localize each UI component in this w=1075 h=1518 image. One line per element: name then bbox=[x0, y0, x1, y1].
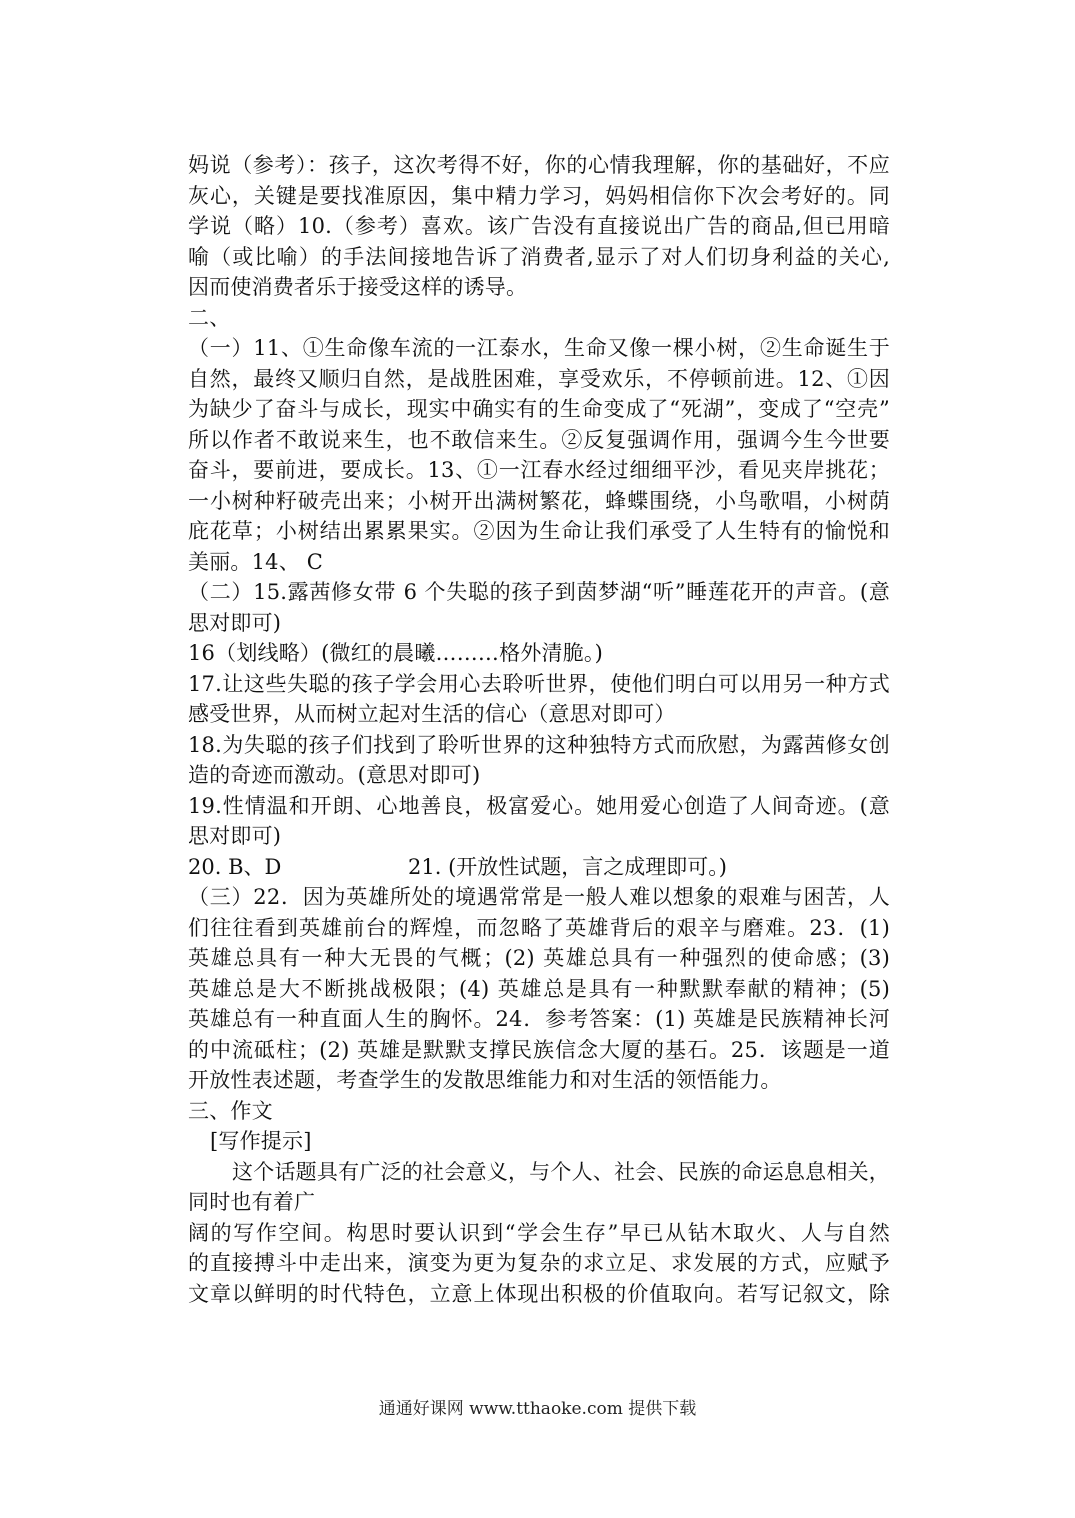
text-line: 灰心，关键是要找准原因，集中精力学习，妈妈相信你下次会考好的。同 bbox=[188, 183, 890, 208]
text-line: 三、作文 bbox=[188, 1098, 273, 1123]
document-body bbox=[188, 150, 890, 1309]
text-line: 奋斗，要前进，要成长。13、①一江春水经过细细平沙，看见夹岸挑花； bbox=[188, 458, 890, 482]
answer-21: 21. (开放性试题，言之成理即可。) bbox=[408, 854, 727, 879]
text-line: 思对即可) bbox=[188, 824, 282, 848]
text-line: [写作提示] bbox=[210, 1129, 312, 1153]
text-line: 一小树种籽破壳出来；小树开出满树繁花，蜂蝶围绕，小鸟歌唱，小树荫 bbox=[188, 488, 890, 513]
text-line: （三）22．因为英雄所处的境遇常常是一般人难以想象的艰难与困苦，人 bbox=[188, 885, 890, 909]
text-line: 18.为失聪的孩子们找到了聆听世界的这种独特方式而欣慰，为露茜修女创 bbox=[188, 732, 890, 757]
text-line: 自然，最终又顺归自然，是战胜困难，享受欢乐，不停顿前进。12、①因 bbox=[188, 366, 890, 391]
text-line: 16（划线略）(微红的晨曦………格外清脆。) bbox=[188, 641, 604, 665]
text-line: 思对即可) bbox=[188, 610, 282, 635]
text-line: 所以作者不敢说来生，也不敢信来生。②反复强调作用，强调今生今世要 bbox=[188, 427, 890, 452]
text-line: 学说（略）10.（参考）喜欢。该广告没有直接说出广告的商品,但已用暗 bbox=[188, 214, 890, 238]
text-line: 英雄总是大不断挑战极限；(4) 英雄总是具有一种默默奉献的精神；(5) bbox=[188, 976, 890, 1001]
answer-section-2 bbox=[188, 882, 890, 1309]
text-line: 妈说（参考）：孩子，这次考得不好，你的心情我理解，你的基础好，不应 bbox=[188, 153, 890, 177]
answer-section-1 bbox=[188, 150, 890, 852]
text-line: 阔的写作空间。构思时要认识到“学会生存”早已从钻木取火、人与自然 bbox=[188, 1220, 890, 1245]
text-line: 感受世界，从而树立起对生活的信心（意思对即可） bbox=[188, 702, 676, 726]
text-line: （二）15.露茜修女带 6 个失聪的孩子到茵梦湖“听”睡莲花开的声音。(意 bbox=[188, 580, 890, 604]
page-footer: 通通好课网 www.tthaoke.com 提供下载 bbox=[378, 1399, 697, 1419]
text-line: 英雄总具有一种大无畏的气概；(2) 英雄总具有一种强烈的使命感；(3) bbox=[188, 946, 890, 970]
text-line: 美丽。14、 C bbox=[188, 549, 324, 574]
text-line: 为缺少了奋斗与成长，现实中确实有的生命变成了“死湖”，变成了“空壳” bbox=[188, 397, 890, 421]
text-line: 因而使消费者乐于接受这样的诱导。 bbox=[188, 275, 528, 299]
text-line: 17.让这些失聪的孩子学会用心去聆听世界，使他们明白可以用另一种方式 bbox=[188, 671, 890, 696]
text-line: 同时也有着广 bbox=[188, 1190, 316, 1214]
text-line: 19.性情温和开朗、心地善良，极富爱心。她用爱心创造了人间奇迹。(意 bbox=[188, 793, 890, 818]
text-line: 英雄总有一种直面人生的胸怀。24．参考答案：(1) 英雄是民族精神长河 bbox=[188, 1007, 890, 1031]
answer-row-20-21 bbox=[188, 852, 890, 883]
text-line: 庇花草；小树结出累累果实。②因为生命让我们承受了人生特有的愉悦和 bbox=[188, 519, 890, 543]
answer-20: 20. B、D bbox=[188, 854, 282, 879]
text-line: 文章以鲜明的时代特色，立意上体现出积极的价值取向。若写记叙文，除 bbox=[188, 1281, 890, 1306]
text-line: 造的奇迹而激动。(意思对即可) bbox=[188, 763, 481, 787]
text-line: 二、 bbox=[188, 305, 231, 330]
text-line: 的中流砥柱；(2) 英雄是默默支撑民族信念大厦的基石。25．该题是一道 bbox=[188, 1037, 890, 1062]
text-line: 们往往看到英雄前台的辉煌，而忽略了英雄背后的艰辛与磨难。23．(1) bbox=[188, 915, 890, 940]
text-line: （一）11、①生命像车流的一江泰水，生命又像一棵小树，②生命诞生于 bbox=[188, 336, 890, 360]
text-line: 喻（或比喻）的手法间接地告诉了消费者,显示了对人们切身利益的关心, bbox=[188, 244, 890, 269]
text-line: 这个话题具有广泛的社会意义，与个人、社会、民族的命运息息相关， bbox=[232, 1159, 890, 1184]
text-line: 开放性表述题，考查学生的发散思维能力和对生活的领悟能力。 bbox=[188, 1068, 782, 1092]
text-line: 的直接搏斗中走出来，演变为更为复杂的求立足、求发展的方式，应赋予 bbox=[188, 1251, 890, 1275]
